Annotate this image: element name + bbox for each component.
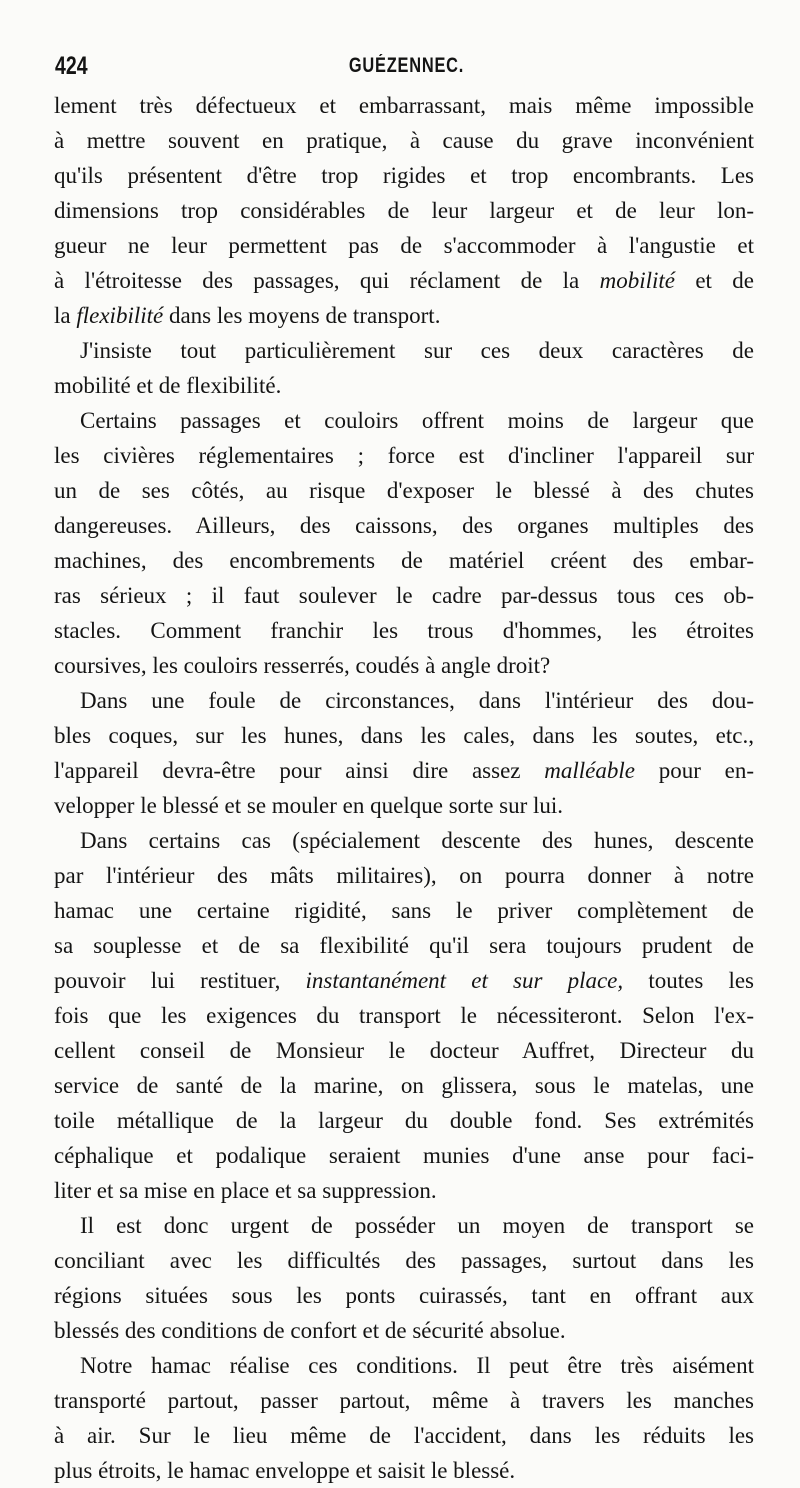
text-line [54, 753, 754, 788]
text-line: dimensions trop considérables de leur largeur et de leur lon- [54, 198, 754, 223]
text-segment: la [54, 303, 77, 328]
text-line: Dans certains cas (spécialement descente des hunes, descente [80, 828, 754, 853]
text-line: lement très défectueux et embarrassant, mais même impossible [54, 93, 754, 118]
text-line: ras sérieux ; il faut soulever le cadre par-dessus tous ces ob- [54, 583, 754, 608]
emphasized-text: flexibilité [76, 303, 164, 328]
text-line: machines, des encombrements de matériel créent des embar- [54, 548, 754, 573]
text-line: stacles. Comment franchir les trous d'hommes, les étroites [54, 618, 754, 643]
text-line: service de santé de la marine, on glissera, sous le matelas, une [54, 1073, 754, 1098]
text-line: à mettre souvent en pratique, à cause du grave inconvénient [54, 128, 754, 153]
text-segment: et de [675, 268, 754, 293]
text-line: transporté partout, passer partout, même à travers les manches [54, 1388, 754, 1413]
text-line: velopper le blessé et se mouler en quelque sorte sur lui. [54, 793, 564, 818]
text-segment: dans les moyens de transport. [163, 303, 441, 328]
emphasized-text: instantanément et sur place, [305, 968, 624, 993]
text-line: par l'intérieur des mâts militaires), on pourra donner à notre [54, 863, 754, 888]
page-number: 424 [55, 52, 88, 80]
emphasized-text: malléable [544, 758, 635, 783]
text-line: blessés des conditions de confort et de sécurité absolue. [54, 1318, 566, 1343]
text-line: fois que les exigences du transport le nécessiteront. Selon l'ex- [54, 1003, 754, 1028]
text-line: gueur ne leur permettent pas de s'accommoder à l'angustie et [54, 233, 754, 258]
text-segment: l'appareil devra-être pour ainsi dire assez [54, 758, 545, 783]
text-line: coursives, les couloirs resserrés, coudés à angle droit? [54, 653, 551, 678]
text-line: sa souplesse et de sa flexibilité qu'il sera toujours prudent de [54, 933, 754, 958]
text-line: Certains passages et couloirs offrent moins de largeur que [80, 408, 754, 433]
text-line: J'insiste tout particulièrement sur ces deux caractères de [80, 338, 754, 363]
text-line [54, 263, 754, 298]
body-text [54, 88, 754, 1488]
text-line: dangereuses. Ailleurs, des caissons, des organes multiples des [54, 513, 754, 538]
text-line [54, 963, 754, 998]
text-line: hamac une certaine rigidité, sans le priver complètement de [54, 898, 754, 923]
text-segment: toutes les [623, 968, 754, 993]
text-line: liter et sa mise en place et sa suppression. [54, 1178, 437, 1203]
text-line: à air. Sur le lieu même de l'accident, dans les réduits les [54, 1423, 754, 1448]
text-line: Notre hamac réalise ces conditions. Il peut être très aisément [80, 1353, 754, 1378]
text-line: Dans une foule de circonstances, dans l'intérieur des dou- [80, 688, 754, 713]
text-segment: pour en- [634, 758, 754, 783]
text-line: mobilité et de flexibilité. [54, 373, 282, 398]
text-line: qu'ils présentent d'être trop rigides et trop encombrants. Les [54, 163, 754, 188]
text-line: plus étroits, le hamac enveloppe et saisit le blessé. [54, 1458, 516, 1483]
text-line: un de ses côtés, au risque d'exposer le blessé à des chutes [54, 478, 754, 503]
emphasized-text: mobilité [599, 268, 675, 293]
text-line: céphalique et podalique seraient munies d'une anse pour faci- [54, 1143, 754, 1168]
text-line: les civières réglementaires ; force est d'incliner l'appareil sur [54, 443, 754, 468]
text-line: cellent conseil de Monsieur le docteur Auffret, Directeur du [54, 1038, 754, 1063]
text-line: régions situées sous les ponts cuirassés, tant en offrant aux [54, 1283, 754, 1308]
text-line: bles coques, sur les hunes, dans les cales, dans les soutes, etc., [54, 723, 754, 748]
running-head: GUÉZENNEC. [348, 54, 465, 77]
page-header [55, 52, 758, 86]
text-segment: à l'étroitesse des passages, qui réclament de la [54, 268, 600, 293]
text-line: conciliant avec les difficultés des passages, surtout dans les [54, 1248, 754, 1273]
text-segment: pouvoir lui restituer, [54, 968, 306, 993]
text-line [54, 298, 754, 333]
text-line: toile métallique de la largeur du double fond. Ses extrémités [54, 1108, 754, 1133]
text-line: Il est donc urgent de posséder un moyen de transport se [80, 1213, 754, 1238]
